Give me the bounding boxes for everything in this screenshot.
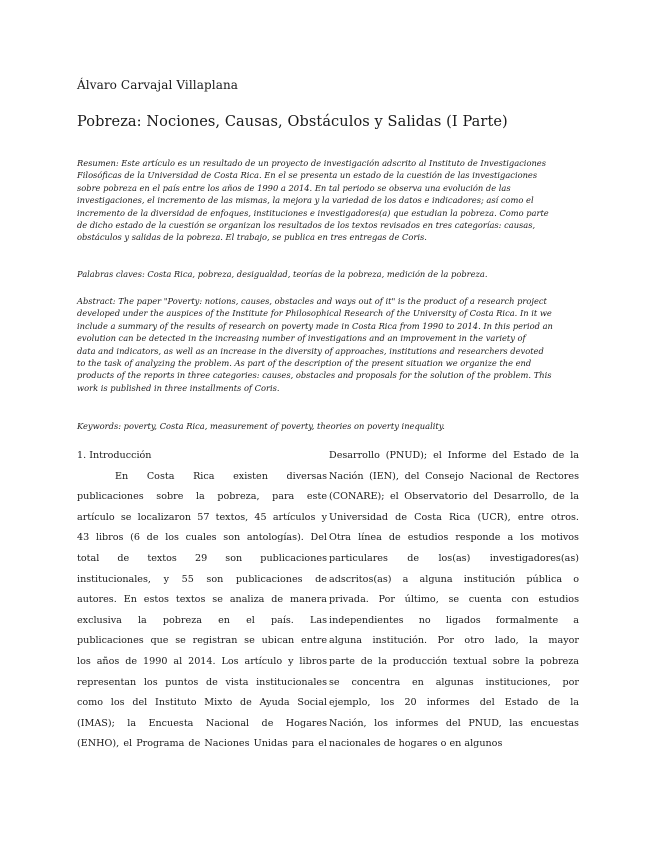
body-line: particulares de los(as) investigadores(as) — [329, 552, 579, 564]
body-line: (IMAS); la Encuesta Nacional de Hogares — [77, 717, 327, 729]
palabras-claves-text: Palabras claves: Costa Rica, pobreza, desigualdad, teorías de la pobreza, medición de la pobreza. — [77, 269, 488, 279]
body-line: alguna institución. Por otro lado, la mayor — [329, 635, 579, 647]
keywords — [77, 420, 577, 432]
body-line: autores. En estos textos se analiza de manera — [77, 594, 327, 606]
body-line: (CONARE); el Observatorio del Desarrollo, de la — [329, 491, 579, 503]
abstract-line: work is published in three installments of Coris. — [77, 382, 280, 393]
body-line: se concentra en algunas instituciones, por — [329, 676, 579, 688]
body-line: Universidad de Costa Rica (UCR), entre otros. — [329, 511, 579, 523]
palabras-claves — [77, 268, 577, 280]
body-line: Otra línea de estudios responde a los motivos — [329, 532, 579, 544]
abstract-block — [77, 295, 577, 394]
resumen-line: sobre pobreza en el país entre los años de 1990 a 2014. En tal periodo se observa una evolución de las — [77, 182, 511, 193]
resumen-line: de dicho estado de la cuestión se organizan los resultados de los textos revisados en tres categorías: causas, — [77, 220, 536, 231]
body-line: publicaciones sobre la pobreza, para este — [77, 491, 327, 503]
body-line: parte de la producción textual sobre la pobreza — [329, 655, 579, 667]
abstract-line: data and indicators, as well as an increase in the diversity of approaches, institutions and researchers devoted — [77, 345, 544, 356]
body-line: Nación, los informes del PNUD, las encuestas — [329, 717, 579, 729]
body-line: institucionales, y 55 son publicaciones de — [77, 573, 327, 585]
resumen-line: investigaciones, el incremento de las mismas, la mejora y la variedad de los datos e indicadores; así como el — [77, 195, 534, 206]
section-heading: 1. Introducción — [77, 450, 152, 461]
resumen-line: obstáculos y salidas de la pobreza. El trabajo, se publica en tres entregas de Coris. — [77, 232, 427, 243]
resumen-block — [77, 157, 577, 244]
abstract-line: products of the reports in three categories: causes, obstacles and proposals for the solution of the problem. This — [77, 370, 552, 381]
body-line: representan los puntos de vista institucionales — [77, 676, 327, 688]
body-line: ejemplo, los 20 informes del Estado de la — [329, 697, 579, 709]
body-line: 43 libros (6 de los cuales son antologías). Del — [77, 532, 327, 544]
body-line: nacionales de hogares o en algunos — [329, 738, 503, 750]
body-line: Desarrollo (PNUD); el Informe del Estado de la — [329, 450, 579, 461]
body-line: exclusiva la pobreza en el país. Las — [77, 614, 327, 626]
resumen-line: Filosóficas de la Universidad de Costa Rica. En el se presenta un estado de la cuestión de las investigaciones — [77, 170, 538, 181]
abstract-line: Abstract: The paper "Poverty: notions, causes, obstacles and ways out of it" is the product of a research project — [77, 296, 547, 306]
paper-title: Pobreza: Nociones, Causas, Obstáculos y Salidas (I Parte) — [77, 114, 508, 130]
abstract-line: developed under the auspices of the Institute for Philosophical Research of the University of Costa Rica. In it we — [77, 308, 552, 319]
author-name: Álvaro Carvajal Villaplana — [77, 78, 239, 92]
body-line: los años de 1990 al 2014. Los artículo y libros — [77, 655, 327, 667]
body-line: independientes no ligados formalmente a — [329, 614, 579, 626]
resumen-line: incremento de la diversidad de enfoques, instituciones e investigadores(a) que estudian la pobreza. Como parte — [77, 207, 549, 218]
resumen-line: Resumen: Este artículo es un resultado de un proyecto de investigación adscrito al Instituto de Investigaciones — [77, 158, 546, 168]
left-column — [77, 446, 327, 755]
abstract-line: include a summary of the results of research on poverty made in Costa Rica from 1990 to 2014. In this period an — [77, 320, 553, 331]
body-line: privada. Por último, se cuenta con estudios — [329, 594, 579, 606]
body-line: artículo se localizaron 57 textos, 45 artículos y — [77, 511, 327, 523]
body-line: total de textos 29 son publicaciones — [77, 552, 327, 564]
body-line: Nación (IEN), del Consejo Nacional de Rectores — [329, 470, 579, 482]
body-line: adscritos(as) a alguna institución pública o — [329, 573, 579, 585]
abstract-line: to the task of analyzing the problem. As part of the description of the present situation we organize the end — [77, 358, 532, 369]
body-line: publicaciones que se registran se ubican entre — [77, 635, 327, 647]
keywords-text: Keywords: poverty, Costa Rica, measurement of poverty, theories on poverty inequality. — [77, 421, 445, 431]
abstract-line: evolution can be detected in the increasing number of investigations and an improvement in the variety of — [77, 333, 526, 344]
body-line: En Costa Rica existen diversas — [115, 470, 327, 482]
right-column — [329, 446, 579, 755]
body-line: (ENHO), el Programa de Naciones Unidas para el — [77, 738, 327, 750]
body-line: como los del Instituto Mixto de Ayuda Social — [77, 697, 327, 709]
